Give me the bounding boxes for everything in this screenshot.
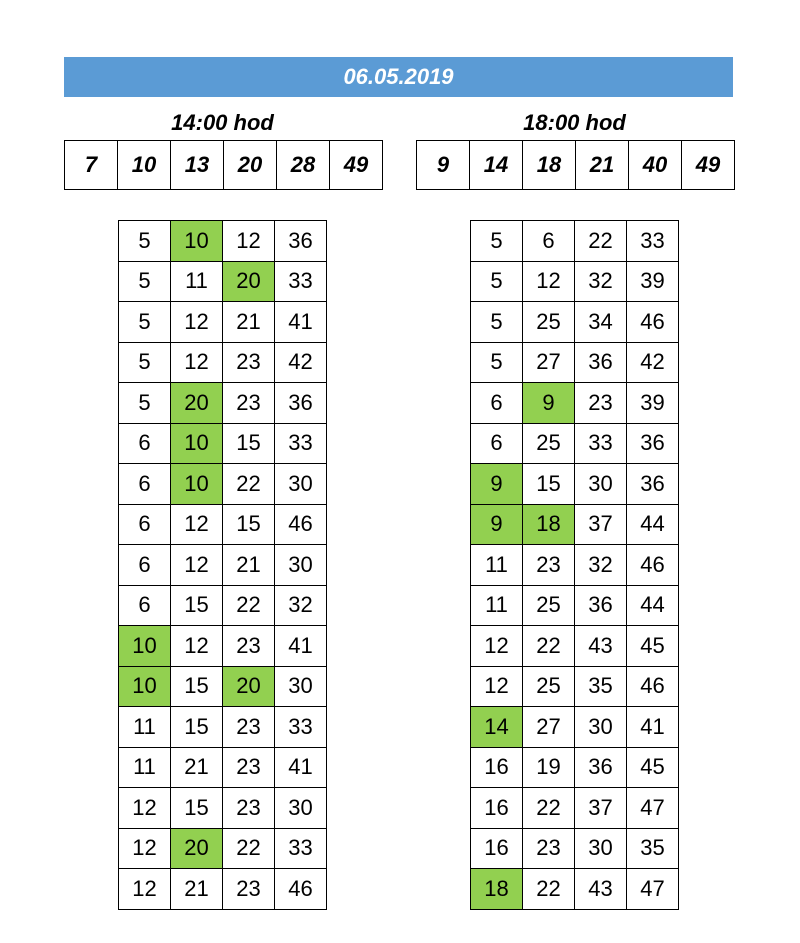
drawn-number: 49 bbox=[330, 141, 383, 190]
number-cell: 21 bbox=[171, 747, 223, 788]
date-header bbox=[64, 57, 733, 97]
number-cell: 16 bbox=[471, 828, 523, 869]
matched-number-cell: 14 bbox=[471, 707, 523, 748]
number-cell: 32 bbox=[575, 261, 627, 302]
number-cell: 37 bbox=[575, 788, 627, 829]
number-cell: 15 bbox=[223, 504, 275, 545]
number-cell: 21 bbox=[223, 545, 275, 586]
number-cell: 32 bbox=[275, 585, 327, 626]
number-cell: 43 bbox=[575, 869, 627, 910]
number-cell: 44 bbox=[627, 504, 679, 545]
combination-row bbox=[471, 707, 679, 748]
matched-number-cell: 10 bbox=[171, 423, 223, 464]
number-cell: 41 bbox=[275, 747, 327, 788]
number-cell: 12 bbox=[119, 828, 171, 869]
drawn-number: 7 bbox=[65, 141, 118, 190]
matched-number-cell: 9 bbox=[523, 383, 575, 424]
number-cell: 23 bbox=[223, 342, 275, 383]
matched-number-cell: 20 bbox=[171, 383, 223, 424]
number-cell: 36 bbox=[275, 383, 327, 424]
number-cell: 35 bbox=[627, 828, 679, 869]
number-cell: 47 bbox=[627, 788, 679, 829]
number-cell: 41 bbox=[275, 626, 327, 667]
number-cell: 46 bbox=[275, 869, 327, 910]
date-text: 06.05.2019 bbox=[343, 64, 454, 89]
number-cell: 36 bbox=[275, 221, 327, 262]
number-cell: 12 bbox=[471, 666, 523, 707]
number-cell: 5 bbox=[119, 342, 171, 383]
number-cell: 11 bbox=[471, 585, 523, 626]
combination-row bbox=[119, 383, 327, 424]
number-cell: 15 bbox=[171, 788, 223, 829]
number-cell: 5 bbox=[119, 261, 171, 302]
matched-number-cell: 20 bbox=[223, 666, 275, 707]
number-cell: 19 bbox=[523, 747, 575, 788]
combination-row bbox=[119, 504, 327, 545]
number-cell: 45 bbox=[627, 747, 679, 788]
combination-row bbox=[119, 302, 327, 343]
drawn-number: 49 bbox=[682, 141, 735, 190]
number-cell: 23 bbox=[223, 788, 275, 829]
number-cell: 30 bbox=[575, 707, 627, 748]
number-cell: 6 bbox=[119, 585, 171, 626]
number-cell: 15 bbox=[171, 707, 223, 748]
drawn-number: 40 bbox=[629, 141, 682, 190]
matched-number-cell: 10 bbox=[171, 221, 223, 262]
number-cell: 11 bbox=[471, 545, 523, 586]
number-cell: 5 bbox=[119, 221, 171, 262]
combination-row bbox=[471, 342, 679, 383]
drawn-number: 13 bbox=[171, 141, 224, 190]
number-cell: 22 bbox=[523, 788, 575, 829]
number-cell: 41 bbox=[275, 302, 327, 343]
combination-row bbox=[119, 423, 327, 464]
number-cell: 42 bbox=[275, 342, 327, 383]
combination-row bbox=[119, 585, 327, 626]
number-cell: 46 bbox=[275, 504, 327, 545]
number-cell: 5 bbox=[471, 221, 523, 262]
number-cell: 42 bbox=[627, 342, 679, 383]
number-cell: 36 bbox=[575, 585, 627, 626]
combination-row bbox=[471, 464, 679, 505]
matched-number-cell: 18 bbox=[523, 504, 575, 545]
number-cell: 6 bbox=[119, 504, 171, 545]
matched-number-cell: 10 bbox=[171, 464, 223, 505]
drawn-number: 9 bbox=[417, 141, 470, 190]
number-cell: 23 bbox=[223, 707, 275, 748]
drawn-number: 28 bbox=[277, 141, 330, 190]
combination-row bbox=[119, 707, 327, 748]
combination-row bbox=[119, 342, 327, 383]
combination-row bbox=[119, 828, 327, 869]
number-cell: 39 bbox=[627, 261, 679, 302]
draw-numbers-1800 bbox=[416, 140, 735, 190]
matched-number-cell: 9 bbox=[471, 464, 523, 505]
combination-row bbox=[119, 464, 327, 505]
number-cell: 15 bbox=[223, 423, 275, 464]
number-cell: 12 bbox=[171, 626, 223, 667]
number-cell: 15 bbox=[523, 464, 575, 505]
number-cell: 27 bbox=[523, 707, 575, 748]
number-cell: 30 bbox=[275, 788, 327, 829]
number-cell: 36 bbox=[627, 464, 679, 505]
number-cell: 16 bbox=[471, 788, 523, 829]
number-cell: 39 bbox=[627, 383, 679, 424]
number-cell: 6 bbox=[523, 221, 575, 262]
number-cell: 30 bbox=[275, 464, 327, 505]
combination-row bbox=[471, 869, 679, 910]
combination-row bbox=[119, 626, 327, 667]
number-cell: 46 bbox=[627, 302, 679, 343]
number-cell: 6 bbox=[119, 545, 171, 586]
number-cell: 23 bbox=[223, 869, 275, 910]
number-cell: 30 bbox=[275, 545, 327, 586]
number-cell: 44 bbox=[627, 585, 679, 626]
number-cell: 23 bbox=[223, 626, 275, 667]
number-cell: 12 bbox=[119, 788, 171, 829]
matched-number-cell: 10 bbox=[119, 666, 171, 707]
number-cell: 30 bbox=[575, 464, 627, 505]
number-cell: 37 bbox=[575, 504, 627, 545]
number-cell: 21 bbox=[223, 302, 275, 343]
number-cell: 23 bbox=[523, 828, 575, 869]
number-cell: 41 bbox=[627, 707, 679, 748]
combination-row bbox=[119, 666, 327, 707]
number-cell: 33 bbox=[275, 261, 327, 302]
number-cell: 5 bbox=[471, 342, 523, 383]
number-cell: 16 bbox=[471, 747, 523, 788]
combination-row bbox=[119, 261, 327, 302]
number-cell: 43 bbox=[575, 626, 627, 667]
combination-row bbox=[471, 666, 679, 707]
number-cell: 30 bbox=[575, 828, 627, 869]
number-cell: 33 bbox=[275, 828, 327, 869]
number-cell: 22 bbox=[223, 828, 275, 869]
number-cell: 22 bbox=[523, 626, 575, 667]
number-cell: 25 bbox=[523, 585, 575, 626]
number-cell: 36 bbox=[575, 747, 627, 788]
number-cell: 25 bbox=[523, 666, 575, 707]
number-cell: 33 bbox=[627, 221, 679, 262]
number-cell: 23 bbox=[575, 383, 627, 424]
matched-number-cell: 9 bbox=[471, 504, 523, 545]
number-cell: 12 bbox=[471, 626, 523, 667]
combination-row bbox=[471, 302, 679, 343]
number-cell: 12 bbox=[171, 504, 223, 545]
combination-row bbox=[471, 788, 679, 829]
number-cell: 23 bbox=[223, 747, 275, 788]
matched-number-cell: 18 bbox=[471, 869, 523, 910]
number-cell: 12 bbox=[171, 302, 223, 343]
drawn-number: 21 bbox=[576, 141, 629, 190]
number-cell: 35 bbox=[575, 666, 627, 707]
combination-row bbox=[471, 828, 679, 869]
number-cell: 23 bbox=[223, 383, 275, 424]
combination-row bbox=[471, 221, 679, 262]
combination-row bbox=[471, 383, 679, 424]
number-cell: 6 bbox=[471, 423, 523, 464]
combination-row bbox=[471, 545, 679, 586]
matched-number-cell: 10 bbox=[119, 626, 171, 667]
number-cell: 33 bbox=[275, 423, 327, 464]
combination-row bbox=[119, 545, 327, 586]
number-cell: 12 bbox=[171, 342, 223, 383]
combination-row bbox=[119, 869, 327, 910]
number-cell: 22 bbox=[575, 221, 627, 262]
number-cell: 33 bbox=[275, 707, 327, 748]
number-cell: 5 bbox=[119, 302, 171, 343]
combination-row bbox=[471, 626, 679, 667]
number-cell: 12 bbox=[171, 545, 223, 586]
drawn-number: 18 bbox=[523, 141, 576, 190]
matched-number-cell: 20 bbox=[223, 261, 275, 302]
matched-number-cell: 20 bbox=[171, 828, 223, 869]
combination-row bbox=[119, 221, 327, 262]
number-cell: 5 bbox=[471, 302, 523, 343]
number-cell: 21 bbox=[171, 869, 223, 910]
number-cell: 15 bbox=[171, 666, 223, 707]
combination-table-1800 bbox=[470, 220, 679, 910]
number-cell: 12 bbox=[523, 261, 575, 302]
number-cell: 5 bbox=[119, 383, 171, 424]
number-cell: 47 bbox=[627, 869, 679, 910]
combination-row bbox=[471, 747, 679, 788]
number-cell: 6 bbox=[119, 464, 171, 505]
number-cell: 6 bbox=[471, 383, 523, 424]
number-cell: 25 bbox=[523, 302, 575, 343]
number-cell: 12 bbox=[119, 869, 171, 910]
number-cell: 46 bbox=[627, 545, 679, 586]
number-cell: 34 bbox=[575, 302, 627, 343]
number-cell: 5 bbox=[471, 261, 523, 302]
number-cell: 46 bbox=[627, 666, 679, 707]
number-cell: 11 bbox=[119, 707, 171, 748]
combination-row bbox=[471, 504, 679, 545]
number-cell: 22 bbox=[223, 464, 275, 505]
number-cell: 12 bbox=[223, 221, 275, 262]
combination-table-1400 bbox=[118, 220, 327, 910]
number-cell: 23 bbox=[523, 545, 575, 586]
number-cell: 36 bbox=[627, 423, 679, 464]
draw-numbers-1400 bbox=[64, 140, 383, 190]
number-cell: 36 bbox=[575, 342, 627, 383]
number-cell: 15 bbox=[171, 585, 223, 626]
number-cell: 33 bbox=[575, 423, 627, 464]
number-cell: 11 bbox=[119, 747, 171, 788]
draw-label-1800: 18:00 hod bbox=[523, 110, 626, 135]
combination-row bbox=[119, 747, 327, 788]
draw-label-1400: 14:00 hod bbox=[171, 110, 274, 135]
number-cell: 25 bbox=[523, 423, 575, 464]
number-cell: 22 bbox=[223, 585, 275, 626]
combination-row bbox=[119, 788, 327, 829]
number-cell: 11 bbox=[171, 261, 223, 302]
number-cell: 27 bbox=[523, 342, 575, 383]
combination-row bbox=[471, 261, 679, 302]
drawn-number: 20 bbox=[224, 141, 277, 190]
drawn-number: 14 bbox=[470, 141, 523, 190]
number-cell: 22 bbox=[523, 869, 575, 910]
combination-row bbox=[471, 585, 679, 626]
combination-row bbox=[471, 423, 679, 464]
number-cell: 45 bbox=[627, 626, 679, 667]
number-cell: 30 bbox=[275, 666, 327, 707]
drawn-number: 10 bbox=[118, 141, 171, 190]
number-cell: 6 bbox=[119, 423, 171, 464]
number-cell: 32 bbox=[575, 545, 627, 586]
